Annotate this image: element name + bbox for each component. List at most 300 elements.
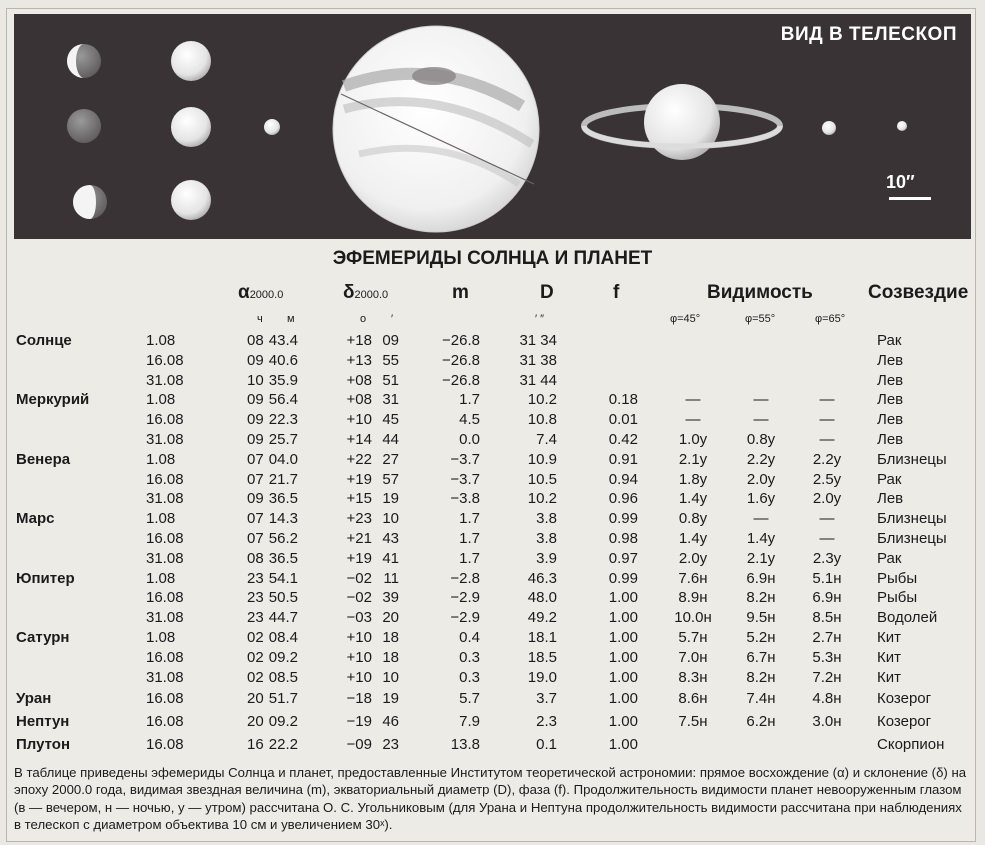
constellation: Козерог [877, 713, 932, 731]
ra-minutes: 54.1 [268, 569, 298, 587]
phase: 0.91 [608, 450, 638, 468]
constellation: Водолей [877, 609, 938, 627]
visibility-45: 0.8у [678, 510, 708, 528]
dec-arcmin: 45 [382, 411, 399, 429]
table-row [0, 628, 985, 648]
diameter: 3.8 [536, 510, 557, 528]
ra-hours: 09 [247, 411, 264, 429]
visibility-55: 6.7н [746, 648, 776, 666]
constellation: Лев [877, 411, 904, 429]
ra-hours: 16 [247, 735, 264, 753]
ra-hours: 07 [247, 510, 264, 528]
phase: 0.99 [608, 510, 638, 528]
magnitude: 0.0 [459, 430, 480, 448]
ra-minutes: 43.4 [268, 332, 298, 349]
magnitude: 1.7 [459, 549, 480, 567]
ra-minutes: 22.3 [268, 411, 298, 429]
date-cell: 16.08 [146, 411, 184, 429]
dec-degrees: +13 [346, 351, 372, 369]
ra-minutes: 09.2 [268, 648, 298, 666]
visibility-45: — [685, 391, 701, 409]
constellation: Близнецы [877, 450, 947, 468]
magnitude: 0.3 [459, 648, 480, 666]
constellation: Близнецы [877, 529, 947, 547]
visibility-45: 2.1у [678, 450, 708, 468]
date-cell: 31.08 [146, 668, 184, 686]
subheader-degrees: o [360, 313, 367, 325]
visibility-45: 7.0н [678, 648, 708, 666]
ra-hours: 09 [247, 430, 264, 448]
date-cell: 31.08 [146, 371, 184, 389]
dec-degrees: +23 [346, 510, 372, 528]
table-row [0, 390, 985, 410]
magnitude: 7.9 [459, 713, 480, 731]
visibility-65: — [819, 529, 835, 547]
magnitude: −26.8 [442, 332, 480, 349]
ra-hours: 09 [247, 391, 264, 409]
visibility-65: 5.1н [812, 569, 842, 587]
table-row [0, 351, 985, 371]
mercury-phase-3 [73, 185, 107, 219]
planet-name: Юпитер [16, 569, 75, 587]
magnitude: −3.8 [450, 490, 480, 508]
jupiter-disk [333, 26, 539, 232]
magnitude: −3.7 [450, 470, 480, 488]
visibility-55: 1.6у [746, 490, 776, 508]
table-row [0, 569, 985, 589]
dec-arcmin: 39 [382, 589, 399, 607]
table-row [0, 410, 985, 430]
subheader-arcmin: ′ [391, 313, 394, 325]
diameter: 3.7 [536, 690, 557, 708]
diameter: 10.5 [527, 470, 557, 488]
dec-degrees: +08 [346, 371, 372, 389]
table-row [0, 648, 985, 668]
visibility-45: 1.0у [678, 430, 708, 448]
table-row [0, 529, 985, 549]
visibility-55: 1.4у [746, 529, 776, 547]
constellation: Козерог [877, 690, 932, 708]
dec-arcmin: 55 [382, 351, 399, 369]
phase: 1.00 [608, 735, 638, 753]
diameter: 10.2 [527, 391, 557, 409]
visibility-55: — [753, 510, 769, 528]
visibility-55: 6.2н [746, 713, 776, 731]
header-visibility: Видимость [707, 282, 813, 303]
phase: 0.99 [608, 569, 638, 587]
ra-minutes: 56.2 [268, 529, 298, 547]
magnitude: 5.7 [459, 690, 480, 708]
dec-arcmin: 18 [382, 648, 399, 666]
ra-minutes: 25.7 [268, 430, 298, 448]
table-row [0, 489, 985, 509]
ra-minutes: 09.2 [268, 713, 298, 731]
table-row [0, 689, 985, 709]
ra-minutes: 44.7 [268, 609, 298, 627]
date-cell: 1.08 [146, 628, 176, 646]
diameter: 31 44 [519, 371, 557, 389]
ra-hours: 08 [247, 332, 264, 349]
header-phase: f [613, 282, 620, 303]
dec-degrees: −02 [346, 589, 372, 607]
constellation: Рыбы [877, 569, 918, 587]
ra-minutes: 36.5 [268, 549, 298, 567]
phase: 1.00 [608, 628, 638, 646]
phase: 1.00 [608, 690, 638, 708]
ra-hours: 20 [247, 713, 264, 731]
ra-minutes: 14.3 [268, 510, 298, 528]
phase: 0.97 [608, 549, 638, 567]
diameter: 18.1 [527, 628, 557, 646]
constellation: Рыбы [877, 589, 918, 607]
scale-bar [889, 197, 931, 200]
visibility-65: 2.0у [812, 490, 842, 508]
planet-name: Сатурн [16, 628, 70, 646]
subheader-minutes: м [287, 313, 295, 325]
constellation: Близнецы [877, 510, 947, 528]
dec-degrees: +10 [346, 648, 372, 666]
table-row [0, 668, 985, 688]
ra-minutes: 36.5 [268, 490, 298, 508]
visibility-55: — [753, 391, 769, 409]
visibility-55: 8.2н [746, 668, 776, 686]
constellation: Лев [877, 351, 904, 369]
visibility-65: 3.0н [812, 713, 842, 731]
ra-hours: 10 [247, 371, 264, 389]
header-alpha: α2000.0 [238, 282, 284, 303]
dec-arcmin: 10 [382, 510, 399, 528]
date-cell: 31.08 [146, 430, 184, 448]
constellation: Лев [877, 490, 904, 508]
dec-arcmin: 57 [382, 470, 399, 488]
date-cell: 31.08 [146, 609, 184, 627]
dec-arcmin: 46 [382, 713, 399, 731]
footnote: В таблице приведены эфемериды Солнца и планет, предоставленные Институтом теоретической астрономии: прямое восхождение (α) и склонение (δ) на эпоху 2000.0 года, видимая звездная величина (m), экваториальный диаметр (D), фаза (f). Продолжительность видимости планет невооруженным глазом (в — вечером, н — ночью, у — утром) рассчитана О. С. Угольниковым (для Урана и Нептуна продолжительность видимости рассчитана при наблюдениях в телескоп с диаметром объектива 10 см и увеличением 30ˣ). [14, 765, 967, 833]
table-title: ЭФЕМЕРИДЫ СОЛНЦА И ПЛАНЕТ [332, 248, 653, 269]
visibility-55: 0.8у [746, 430, 776, 448]
mars-disk [264, 119, 280, 135]
telescope-view-banner [14, 14, 971, 239]
dec-arcmin: 19 [382, 490, 399, 508]
magnitude: 0.3 [459, 668, 480, 686]
phase: 0.98 [608, 529, 638, 547]
ephemeris-table [0, 331, 985, 755]
planet-name: Марс [16, 510, 55, 528]
constellation: Кит [877, 668, 901, 686]
diameter: 31 38 [519, 351, 557, 369]
table-row [0, 371, 985, 391]
magnitude: −26.8 [442, 351, 480, 369]
phase: 0.42 [608, 430, 638, 448]
dec-degrees: +08 [346, 391, 372, 409]
phase: 1.00 [608, 589, 638, 607]
table-row [0, 549, 985, 569]
magnitude: 0.4 [459, 628, 480, 646]
ra-hours: 09 [247, 490, 264, 508]
planet-name: Солнце [16, 332, 72, 349]
magnitude: −2.8 [450, 569, 480, 587]
planet-name: Нептун [16, 713, 70, 731]
dec-arcmin: 18 [382, 628, 399, 646]
visibility-55: 2.2у [746, 450, 776, 468]
dec-degrees: −03 [346, 609, 372, 627]
diameter: 10.9 [527, 450, 557, 468]
dec-degrees: −18 [346, 690, 372, 708]
dec-arcmin: 44 [382, 430, 399, 448]
phase: 0.01 [608, 411, 638, 429]
subheader-hours: ч [257, 313, 263, 325]
diameter: 19.0 [527, 668, 557, 686]
date-cell: 16.08 [146, 735, 184, 753]
table-row [0, 430, 985, 450]
constellation: Рак [877, 470, 902, 488]
visibility-45: 8.6н [678, 690, 708, 708]
dec-arcmin: 23 [382, 735, 399, 753]
table-row [0, 450, 985, 470]
ra-minutes: 35.9 [268, 371, 298, 389]
dec-degrees: +18 [346, 332, 372, 349]
magnitude: 1.7 [459, 510, 480, 528]
dec-arcmin: 31 [382, 391, 399, 409]
visibility-65: — [819, 430, 835, 448]
table-row [0, 712, 985, 732]
dec-arcmin: 11 [383, 569, 399, 587]
dec-arcmin: 43 [382, 529, 399, 547]
visibility-65: 6.9н [812, 589, 842, 607]
subheader-diam-units: ′ ″ [535, 313, 545, 325]
date-cell: 1.08 [146, 450, 176, 468]
venus-disk-3 [171, 180, 211, 220]
ra-minutes: 22.2 [268, 735, 298, 753]
planet-name: Плутон [16, 735, 71, 753]
date-cell: 16.08 [146, 470, 184, 488]
dec-degrees: +15 [346, 490, 372, 508]
constellation: Рак [877, 332, 902, 349]
visibility-65: 5.3н [812, 648, 842, 666]
magnitude: −3.7 [450, 450, 480, 468]
subheader-phi65: φ=65° [815, 313, 846, 325]
constellation: Скорпион [877, 735, 945, 753]
phase: 0.94 [608, 470, 638, 488]
phase: 1.00 [608, 648, 638, 666]
magnitude: 1.7 [459, 391, 480, 409]
venus-disk-1 [171, 41, 211, 81]
dec-degrees: +10 [346, 668, 372, 686]
magnitude: 4.5 [459, 411, 480, 429]
diameter: 0.1 [536, 735, 557, 753]
date-cell: 31.08 [146, 549, 184, 567]
ra-minutes: 04.0 [268, 450, 298, 468]
magnitude: −26.8 [442, 371, 480, 389]
header-constellation: Созвездие [868, 282, 969, 303]
ra-hours: 02 [247, 648, 264, 666]
constellation: Лев [877, 371, 904, 389]
constellation: Лев [877, 430, 904, 448]
diameter: 48.0 [527, 589, 557, 607]
magnitude: −2.9 [450, 609, 480, 627]
phase: 0.18 [608, 391, 638, 409]
ra-minutes: 56.4 [268, 391, 298, 409]
table-row [0, 608, 985, 628]
diameter: 49.2 [527, 609, 557, 627]
visibility-45: — [685, 411, 701, 429]
mercury-phase-2 [67, 109, 101, 143]
dec-degrees: +10 [346, 411, 372, 429]
date-cell: 1.08 [146, 332, 176, 349]
planet-name: Уран [16, 690, 52, 708]
ra-hours: 02 [247, 628, 264, 646]
diameter: 10.2 [527, 490, 557, 508]
dec-arcmin: 19 [382, 690, 399, 708]
header-magnitude: m [452, 282, 469, 303]
ra-minutes: 08.4 [268, 628, 298, 646]
visibility-45: 10.0н [674, 609, 712, 627]
dec-arcmin: 10 [382, 668, 399, 686]
venus-disk-2 [171, 107, 211, 147]
ra-hours: 07 [247, 529, 264, 547]
phase: 1.00 [608, 713, 638, 731]
phase: 0.96 [608, 490, 638, 508]
ra-hours: 07 [247, 450, 264, 468]
date-cell: 1.08 [146, 510, 176, 528]
dec-arcmin: 20 [382, 609, 399, 627]
date-cell: 16.08 [146, 589, 184, 607]
constellation: Кит [877, 648, 901, 666]
planet-name: Меркурий [16, 391, 90, 409]
ra-hours: 09 [247, 351, 264, 369]
constellation: Лев [877, 391, 904, 409]
ra-hours: 23 [247, 609, 264, 627]
table-row [0, 735, 985, 755]
phase: 1.00 [608, 609, 638, 627]
visibility-55: 5.2н [746, 628, 776, 646]
subheader-phi45: φ=45° [670, 313, 701, 325]
dec-degrees: −02 [346, 569, 372, 587]
magnitude: −2.9 [450, 589, 480, 607]
table-row [0, 331, 985, 351]
table-row [0, 470, 985, 490]
ra-hours: 20 [247, 690, 264, 708]
header-diameter: D [540, 282, 554, 303]
diameter: 18.5 [527, 648, 557, 666]
date-cell: 16.08 [146, 529, 184, 547]
date-cell: 31.08 [146, 490, 184, 508]
visibility-65: — [819, 411, 835, 429]
visibility-65: 2.2у [812, 450, 842, 468]
dec-degrees: +14 [346, 430, 372, 448]
diameter: 3.8 [536, 529, 557, 547]
saturn-disk [584, 84, 780, 160]
visibility-45: 1.8у [678, 470, 708, 488]
visibility-45: 8.3н [678, 668, 708, 686]
ra-hours: 08 [247, 549, 264, 567]
magnitude: 13.8 [450, 735, 480, 753]
date-cell: 16.08 [146, 351, 184, 369]
visibility-65: 2.3у [812, 549, 842, 567]
ra-minutes: 40.6 [268, 351, 298, 369]
visibility-45: 7.6н [678, 569, 708, 587]
date-cell: 16.08 [146, 690, 184, 708]
visibility-55: 7.4н [746, 690, 776, 708]
visibility-45: 5.7н [678, 628, 708, 646]
mercury-phase-1 [67, 44, 101, 78]
table-row [0, 588, 985, 608]
ra-minutes: 08.5 [268, 668, 298, 686]
dec-degrees: +19 [346, 549, 372, 567]
visibility-45: 1.4у [678, 529, 708, 547]
diameter: 3.9 [536, 549, 557, 567]
ra-hours: 02 [247, 668, 264, 686]
dec-degrees: +10 [346, 628, 372, 646]
diameter: 2.3 [536, 713, 557, 731]
neptune-disk [897, 121, 907, 131]
ra-minutes: 50.5 [268, 589, 298, 607]
diameter: 46.3 [527, 569, 557, 587]
visibility-65: 7.2н [812, 668, 842, 686]
table-row [0, 509, 985, 529]
uranus-disk [822, 121, 836, 135]
date-cell: 1.08 [146, 569, 176, 587]
dec-degrees: +19 [346, 470, 372, 488]
visibility-55: — [753, 411, 769, 429]
visibility-55: 9.5н [746, 609, 776, 627]
visibility-65: 2.5у [812, 470, 842, 488]
magnitude: 1.7 [459, 529, 480, 547]
header-delta: δ2000.0 [343, 282, 389, 303]
visibility-55: 2.1у [746, 549, 776, 567]
visibility-45: 1.4у [678, 490, 708, 508]
visibility-55: 6.9н [746, 569, 776, 587]
visibility-45: 8.9н [678, 589, 708, 607]
constellation: Кит [877, 628, 901, 646]
visibility-55: 2.0у [746, 470, 776, 488]
ra-hours: 23 [247, 569, 264, 587]
visibility-45: 2.0у [678, 549, 708, 567]
planet-name: Венера [16, 450, 71, 468]
date-cell: 1.08 [146, 391, 176, 409]
scale-label: 10″ [886, 172, 915, 192]
ra-hours: 07 [247, 470, 264, 488]
diameter: 31 34 [519, 332, 557, 349]
banner-title: ВИД В ТЕЛЕСКОП [780, 24, 957, 45]
visibility-65: 8.5н [812, 609, 842, 627]
dec-arcmin: 51 [382, 371, 399, 389]
constellation: Рак [877, 549, 902, 567]
ra-minutes: 51.7 [268, 690, 298, 708]
visibility-65: 4.8н [812, 690, 842, 708]
dec-arcmin: 41 [382, 549, 399, 567]
dec-degrees: +21 [346, 529, 372, 547]
dec-degrees: −09 [346, 735, 372, 753]
subheader-phi55: φ=55° [745, 313, 776, 325]
ra-minutes: 21.7 [268, 470, 298, 488]
planets-illustration [14, 14, 971, 239]
date-cell: 16.08 [146, 713, 184, 731]
phase: 1.00 [608, 668, 638, 686]
visibility-45: 7.5н [678, 713, 708, 731]
dec-arcmin: 27 [382, 450, 399, 468]
diameter: 7.4 [536, 430, 557, 448]
ra-hours: 23 [247, 589, 264, 607]
dec-arcmin: 09 [382, 332, 399, 349]
visibility-65: — [819, 510, 835, 528]
dec-degrees: −19 [346, 713, 372, 731]
diameter: 10.8 [527, 411, 557, 429]
visibility-55: 8.2н [746, 589, 776, 607]
dec-degrees: +22 [346, 450, 372, 468]
visibility-65: 2.7н [812, 628, 842, 646]
visibility-65: — [819, 391, 835, 409]
